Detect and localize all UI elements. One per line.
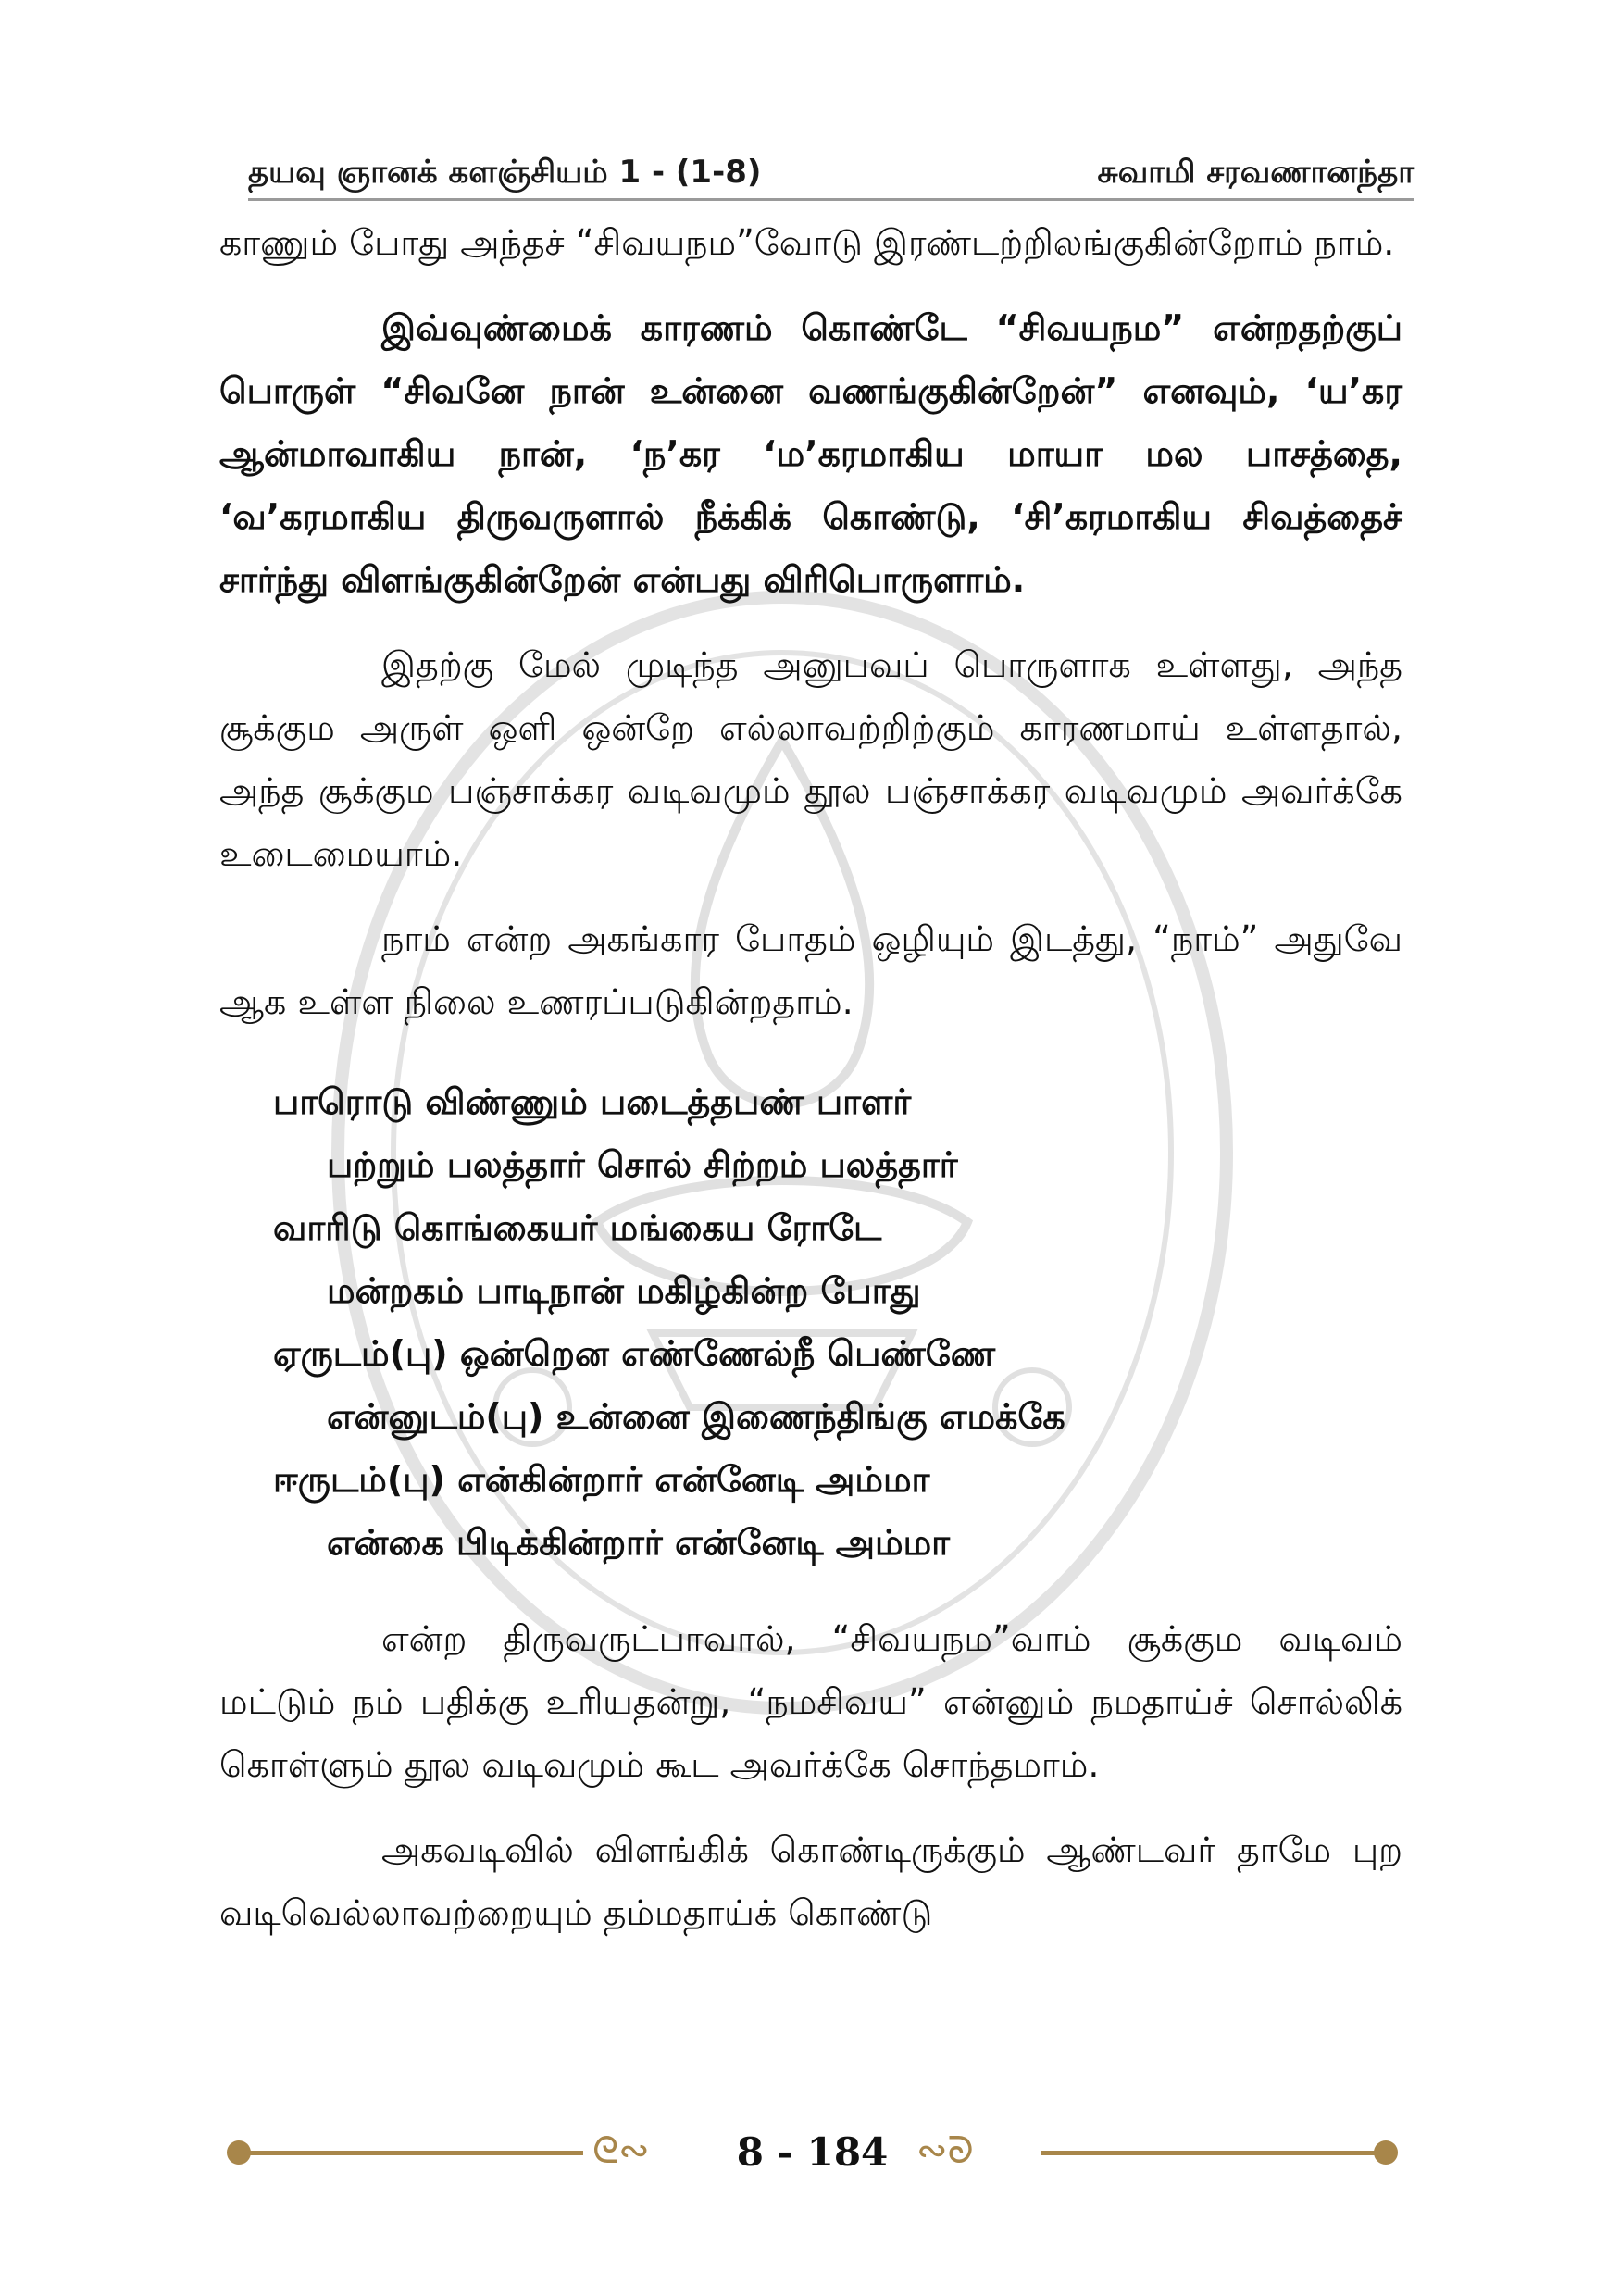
swirl-ornament-icon: ᘓ∾ xyxy=(592,2129,650,2172)
verse-line: என்கை பிடிக்கின்றார் என்னேடி அம்மா xyxy=(327,1522,951,1563)
page-footer xyxy=(227,2125,1398,2180)
verse-block xyxy=(219,1070,1402,1574)
footer-rule-right xyxy=(1041,2151,1379,2155)
header-divider xyxy=(248,198,1414,201)
footer-rule-left xyxy=(245,2151,583,2155)
paragraph-5: என்ற திருவருட்பாவால், “சிவயநம”வாம் சூக்கும வடிவம் மட்டும் நம் பதிக்கு உரியதன்று, “நமசிவய” என்னும் நமதாய்ச் சொல்லிக் கொள்ளும் தூல வடிவமும் கூட அவர்க்கே சொந்தமாம். xyxy=(219,1618,1402,1785)
paragraph-1: காணும் போது அந்தச் “சிவயநம”வோடு இரண்டற்றிலங்குகின்றோம் நாம். xyxy=(219,222,1395,263)
page-number: 8 - 184 xyxy=(736,2129,889,2175)
verse-line: பற்றும் பலத்தார் சொல் சிற்றம் பலத்தார் xyxy=(327,1144,958,1185)
verse-line: என்னுடம்(பு) உன்னை இணைந்திங்கு எமக்கே xyxy=(327,1396,1065,1437)
page-body xyxy=(219,211,1402,1944)
verse-line: வாரிடு கொங்கையர் மங்கைய ரோடே xyxy=(273,1207,882,1248)
swirl-ornament-icon: ∾ᘐ xyxy=(916,2129,974,2172)
paragraph-3: இதற்கு மேல் முடிந்த அனுபவப் பொருளாக உள்ளது, அந்த சூக்கும அருள் ஒளி ஒன்றே எல்லாவற்றிற்கும் காரணமாய் உள்ளதால், அந்த சூக்கும பஞ்சாக்கர வடிவமும் தூல பஞ்சாக்கர வடிவமும் அவர்க்கே உடைமையாம். xyxy=(219,644,1402,874)
paragraph-6: அகவடிவில் விளங்கிக் கொண்டிருக்கும் ஆண்டவர் தாமே புற வடிவெல்லாவற்றையும் தம்மதாய்க் கொண்டு xyxy=(219,1829,1402,1933)
footer-dot-right xyxy=(1374,2140,1398,2165)
paragraph-4: நாம் என்ற அகங்கார போதம் ஒழியும் இடத்து, “நாம்” அதுவே ஆக உள்ள நிலை உணரப்படுகின்றதாம். xyxy=(219,918,1402,1022)
verse-line: பாரொடு விண்ணும் படைத்தபண் பாளர் xyxy=(273,1081,912,1122)
verse-line: ஈருடம்(பு) என்கின்றார் என்னேடி அம்மா xyxy=(273,1459,930,1500)
verse-line: ஏருடம்(பு) ஒன்றென எண்ணேல்நீ பெண்ணே xyxy=(273,1333,996,1374)
verse-line: மன்றகம் பாடிநான் மகிழ்கின்ற போது xyxy=(327,1270,921,1311)
book-title: தயவு ஞானக் களஞ்சியம் 1 - (1-8) xyxy=(248,154,762,191)
page-header xyxy=(248,139,1414,194)
author-name: சுவாமி சரவணானந்தா xyxy=(1097,154,1414,191)
paragraph-2: இவ்வுண்மைக் காரணம் கொண்டே “சிவயநம” என்றதற்குப் பொருள் “சிவனே நான் உன்னை வணங்குகின்றேன்” எனவும், ‘ய’கர ஆன்மாவாகிய நான், ‘ந’கர ‘ம’கரமாகிய மாயா மல பாசத்தை, ‘வ’கரமாகிய திருவருளால் நீக்கிக் கொண்டு, ‘சி’கரமாகிய சிவத்தைச் சார்ந்து விளங்குகின்றேன் என்பது விரிபொருளாம். xyxy=(219,307,1402,600)
